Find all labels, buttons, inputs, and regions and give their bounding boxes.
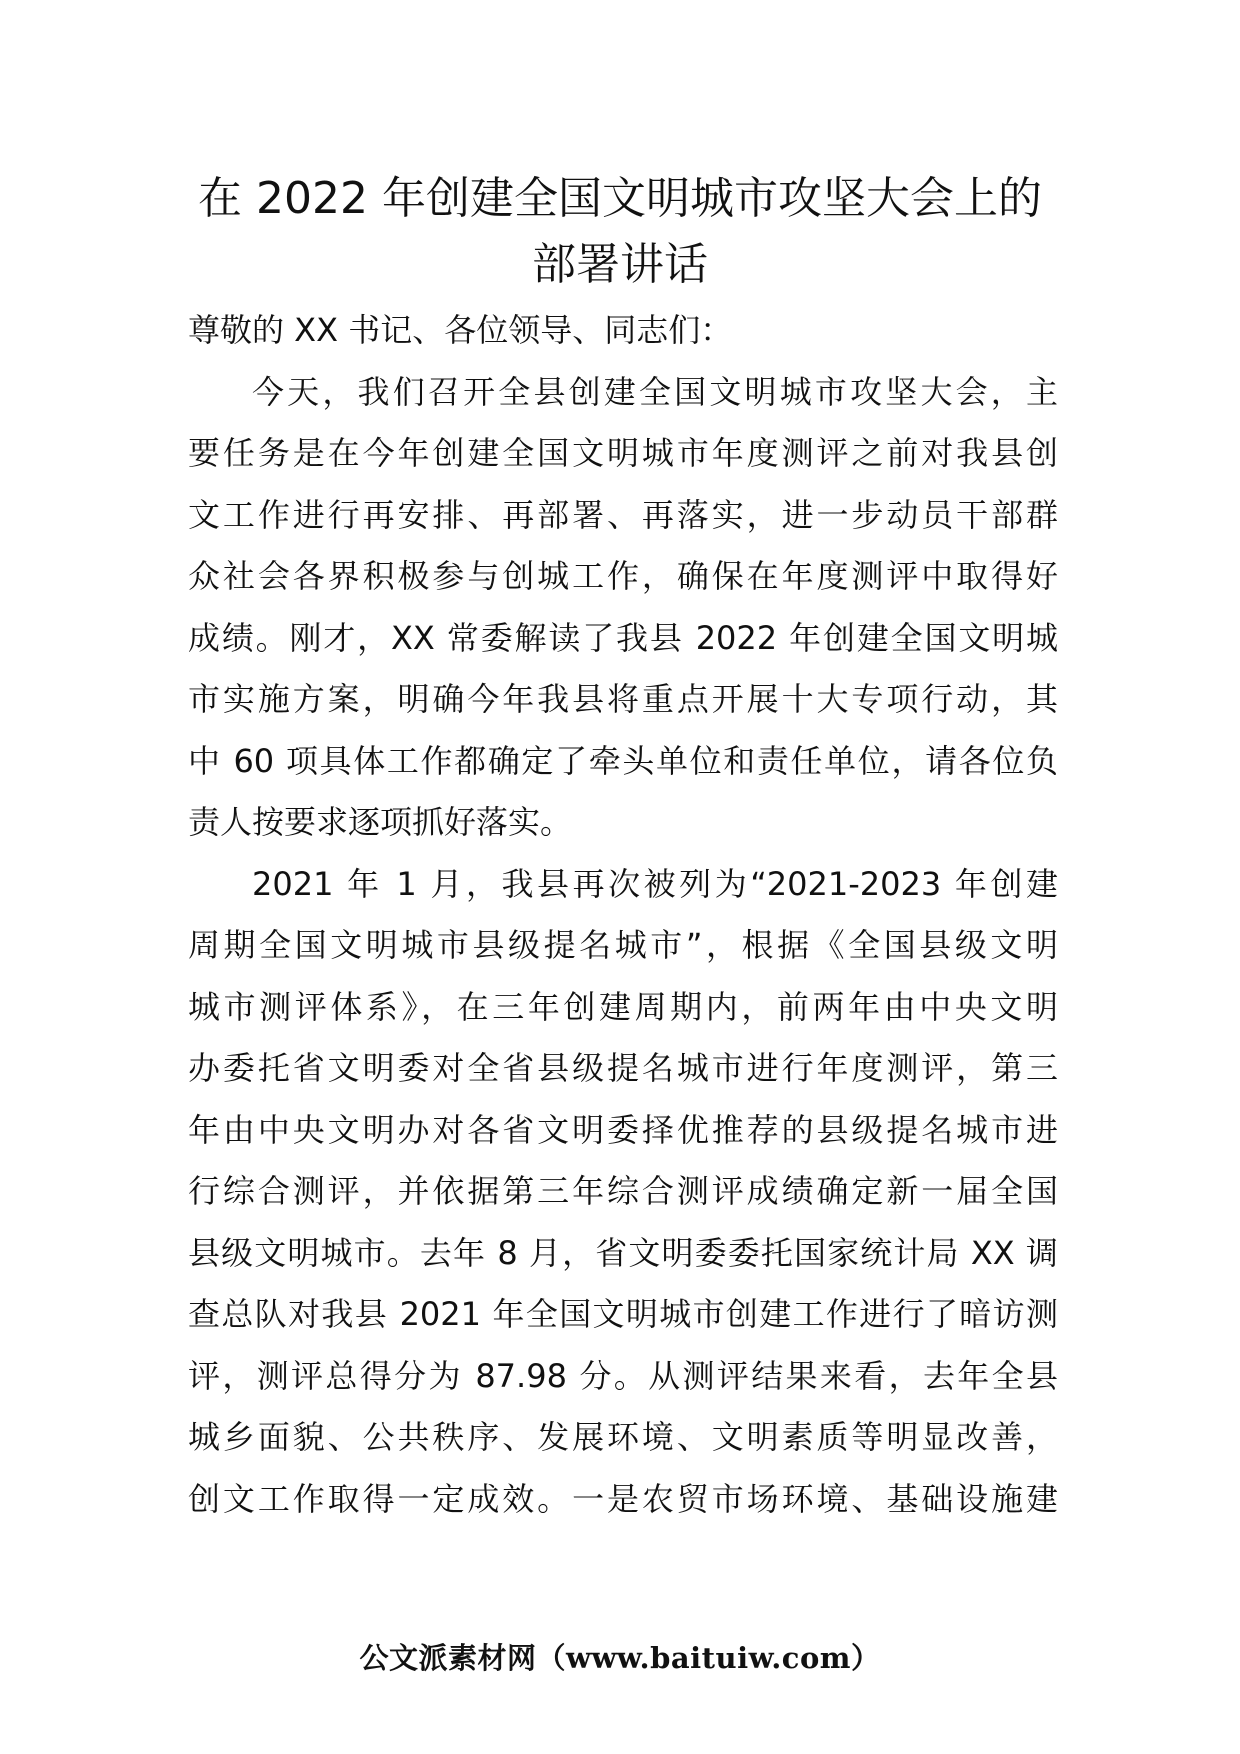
footer-watermark: 公文派素材网（www.baituiw.com） bbox=[359, 1641, 881, 1675]
paragraph-line: 责人按要求逐项抓好落实。 bbox=[188, 803, 573, 841]
paragraph-line: 今天，我们召开全县创建全国文明城市攻坚大会，主 bbox=[252, 372, 1058, 411]
paragraph-line: 城市测评体系》，在三年创建周期内，前两年由中央文明 bbox=[188, 987, 1058, 1026]
paragraph-line: 评，测评总得分为 87.98 分。从测评结果来看，去年全县 bbox=[188, 1356, 1058, 1395]
paragraph-line: 查总队对我县 2021 年全国文明城市创建工作进行了暗访测 bbox=[188, 1295, 1058, 1333]
paragraph-line: 创文工作取得一定成效。一是农贸市场环境、基础设施建 bbox=[188, 1479, 1058, 1518]
document-body bbox=[188, 300, 1058, 1530]
paragraph-line: 众社会各界积极参与创城工作，确保在年度测评中取得好 bbox=[188, 557, 1058, 595]
paragraph-line: 2021 年 1 月，我县再次被列为“2021-2023 年创建 bbox=[252, 864, 1058, 903]
document-title-line-1: 在 2022 年创建全国文明城市攻坚大会上的 bbox=[198, 173, 1042, 224]
paragraph-line: 办委托省文明委对全省县级提名城市进行年度测评，第三 bbox=[188, 1049, 1058, 1087]
paragraph-line: 城乡面貌、公共秩序、发展环境、文明素质等明显改善， bbox=[188, 1418, 1058, 1456]
paragraph-2 bbox=[188, 854, 1058, 1531]
paragraph-line: 成绩。刚才，XX 常委解读了我县 2022 年创建全国文明城 bbox=[188, 618, 1058, 657]
paragraph-1 bbox=[188, 362, 1058, 854]
paragraph-line: 中 60 项具体工作都确定了牵头单位和责任单位，请各位负 bbox=[188, 741, 1058, 780]
salutation: 尊敬的 XX 书记、各位领导、同志们： bbox=[188, 311, 733, 349]
paragraph-line: 文工作进行再安排、再部署、再落实，进一步动员干部群 bbox=[188, 495, 1058, 534]
paragraph-line: 年由中央文明办对各省文明委择优推荐的县级提名城市进 bbox=[188, 1110, 1058, 1149]
paragraph-line: 市实施方案，明确今年我县将重点开展十大专项行动，其 bbox=[188, 680, 1058, 718]
document-title-line-2: 部署讲话 bbox=[532, 239, 708, 290]
paragraph-line: 县级文明城市。去年 8 月，省文明委委托国家统计局 XX 调 bbox=[188, 1233, 1058, 1272]
paragraph-line: 行综合测评，并依据第三年综合测评成绩确定新一届全国 bbox=[188, 1172, 1058, 1210]
paragraph-line: 周期全国文明城市县级提名城市”，根据《全国县级文明 bbox=[188, 926, 1058, 964]
paragraph-line: 要任务是在今年创建全国文明城市年度测评之前对我县创 bbox=[188, 434, 1058, 472]
